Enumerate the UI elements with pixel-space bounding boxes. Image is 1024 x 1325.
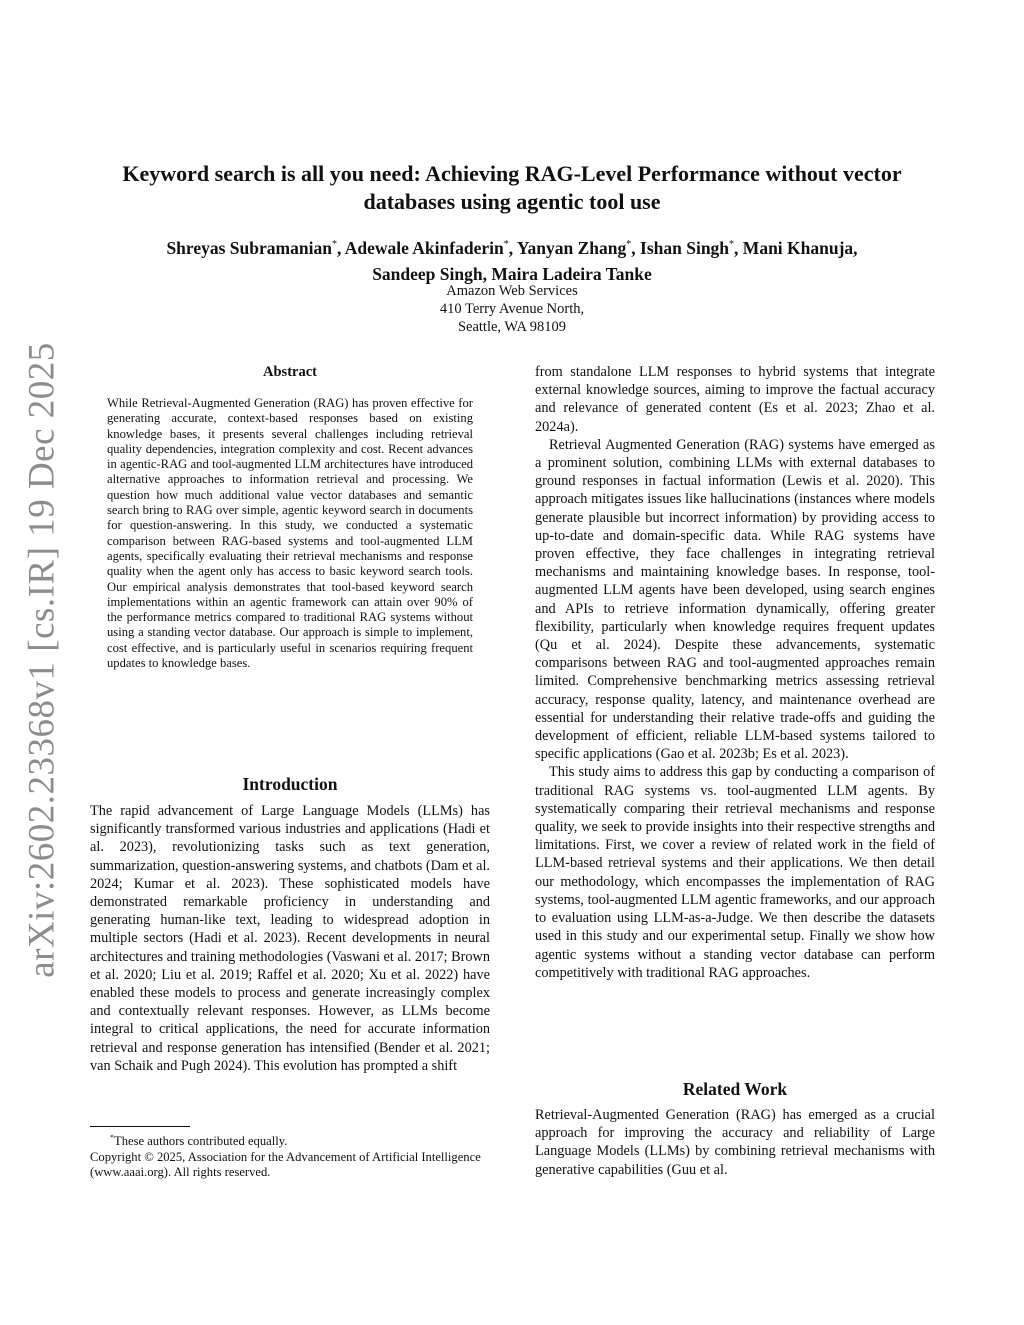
introduction-text: The rapid advancement of Large Language Models (LLMs) has significantly transformed various industries and applications (Hadi et al. 2023), revolutionizing tasks such as text generation, summarization, question-answering systems, and chatbots (Dam et al. 2024; Kumar et al. 2023). These sophisticated models have demonstrated remarkable proficiency in understanding and generating human-like text, leading to widespread adoption in multiple sectors (Hadi et al. 2023). Recent developments in neural architectures and training methodologies (Vaswani et al. 2017; Brown et al. 2020; Liu et al. 2019; Raffel et al. 2020; Xu et al. 2022) have enabled these models to process and generate increasingly complex and contextually relevant responses. However, as LLMs become integral to critical applications, the need for accurate information retrieval and response generation has intensified (Bender et al. 2021; van Schaik and Pugh 2024). This evolution has prompted a shift [90, 803, 490, 1074]
footnote-note: These authors contributed equally. [114, 1134, 288, 1149]
abstract-text: While Retrieval-Augmented Generation (RAG) has proven effective for generating accurate, context-based responses based on existing knowledge bases, it presents several challenges including retrieval quality dependencies, integration complexity and cost. Recent advances in agentic-RAG and tool-augmented LLM architectures have introduced alternative approaches to information retrieval and processing. We question how much additional value vector databases and semantic search bring to RAG over simple, agentic keyword search in documents for question-answering. In this study, we conducted a systematic comparison between RAG-based systems and tool-augmented LLM agents, specifically evaluating their retrieval mechanisms and response quality when the agent only has access to basic keyword search tools. Our empirical analysis demonstrates that tool-based keyword search implementations within an agentic framework can attain over 90% of the performance metrics compared to traditional RAG systems without using a standing vector database. Our approach is simple to implement, cost effective, and is particularly useful in scenarios requiring frequent updates to knowledge bases. [107, 396, 473, 671]
equal-contribution-mark: * [503, 239, 509, 250]
footnote-rule [90, 1126, 190, 1127]
equal-contribution-mark: * [626, 239, 632, 250]
author-list: Shreyas Subramanian*, Adewale Akinfaderin*, Yanyan Zhang*, Ishan Singh*, Mani Khanuja, Sandeep Singh, Maira Ladeira Tanke [166, 237, 858, 284]
equal-contribution-mark: * [729, 239, 735, 250]
author-name: Mani Khanuja [742, 237, 854, 258]
right-column [535, 363, 935, 982]
footnote-mark: * [110, 1133, 114, 1142]
author-name: Ishan Singh [640, 237, 730, 258]
affiliation-city: Seattle, WA 98109 [457, 319, 567, 335]
introduction-paragraph-2: Retrieval Augmented Generation (RAG) systems have emerged as a prominent solution, combining LLMs with external databases to ground responses in factual information (Lewis et al. 2020). This approach mitigates issues like hallucinations (instances where models generate plausible but incorrect information) by providing access to up-to-date and domain-specific data. While RAG systems have proven effective, they face challenges in integrating retrieval mechanisms and maintaining knowledge bases. In response, tool-augmented LLM agents have been developed, using search engines and APIs to retrieve information dynamically, offering greater flexibility, particularly when knowledge requires frequent updates (Qu et al. 2024). Despite these advancements, systematic comparisons between RAG and tool-augmented approaches remain limited. Comprehensive benchmarking metrics assessing retrieval accuracy, response quality, latency, and maintenance overhead are essential for understanding their relative trade-offs and guiding the development of efficient, reliable LLM-based systems tailored to specific applications (Gao et al. 2023b; Es et al. 2023). [535, 436, 935, 763]
introduction-continued: from standalone LLM responses to hybrid systems that integrate external knowledge sources, aiming to improve the factual accuracy and relevance of generated content (Es et al. 2023; Zhao et al. 2024a). [535, 364, 935, 435]
arxiv-identifier: arXiv:2602.23368v1 [cs.IR] 19 Dec 2025 [21, 342, 63, 978]
affiliation-org: Amazon Web Services [446, 283, 578, 299]
affiliation [90, 282, 934, 336]
abstract-heading: Abstract [263, 364, 317, 380]
affiliation-street: 410 Terry Avenue North, [439, 301, 585, 317]
copyright-notice: Copyright © 2025, Association for the Advancement of Artificial Intelligence (www.aaai.org). All rights reserved. [90, 1149, 481, 1180]
paper-title: Keyword search is all you need: Achieving RAG-Level Performance without vector databases using agentic tool use [122, 161, 902, 214]
related-work-heading: Related Work [682, 1079, 788, 1099]
equal-contribution-mark: * [331, 239, 337, 250]
author-name-rest: Sandeep Singh, Maira Ladeira Tanke [372, 263, 652, 284]
introduction-heading: Introduction [242, 774, 338, 794]
author-name: Yanyan Zhang [516, 237, 627, 258]
introduction-paragraph-3: This study aims to address this gap by conducting a comparison of traditional RAG systems vs. tool-augmented LLM agents. By systematically comparing their retrieval mechanisms and response quality, we seek to provide insights into their respective strengths and limitations. First, we cover a review of related work in the field of LLM-based retrieval systems and their applications. We then detail our methodology, which encompasses the implementation of RAG systems, tool-augmented LLM agentic frameworks, and our approach to evaluation using LLM-as-a-Judge. We then describe the datasets used in this study and our experimental setup. Finally we show how agentic systems without a standing vector database can perform competitively with traditional RAG approaches. [535, 764, 935, 981]
related-work-text: Retrieval-Augmented Generation (RAG) has emerged as a crucial approach for improving the accuracy and reliability of Large Language Models (LLMs) by combining retrieval mechanisms with generative capabilities (Guu et al. [535, 1107, 935, 1178]
footnote [90, 1130, 490, 1181]
author-name: Shreyas Subramanian [166, 237, 332, 258]
author-name: Adewale Akinfaderin [344, 237, 504, 258]
